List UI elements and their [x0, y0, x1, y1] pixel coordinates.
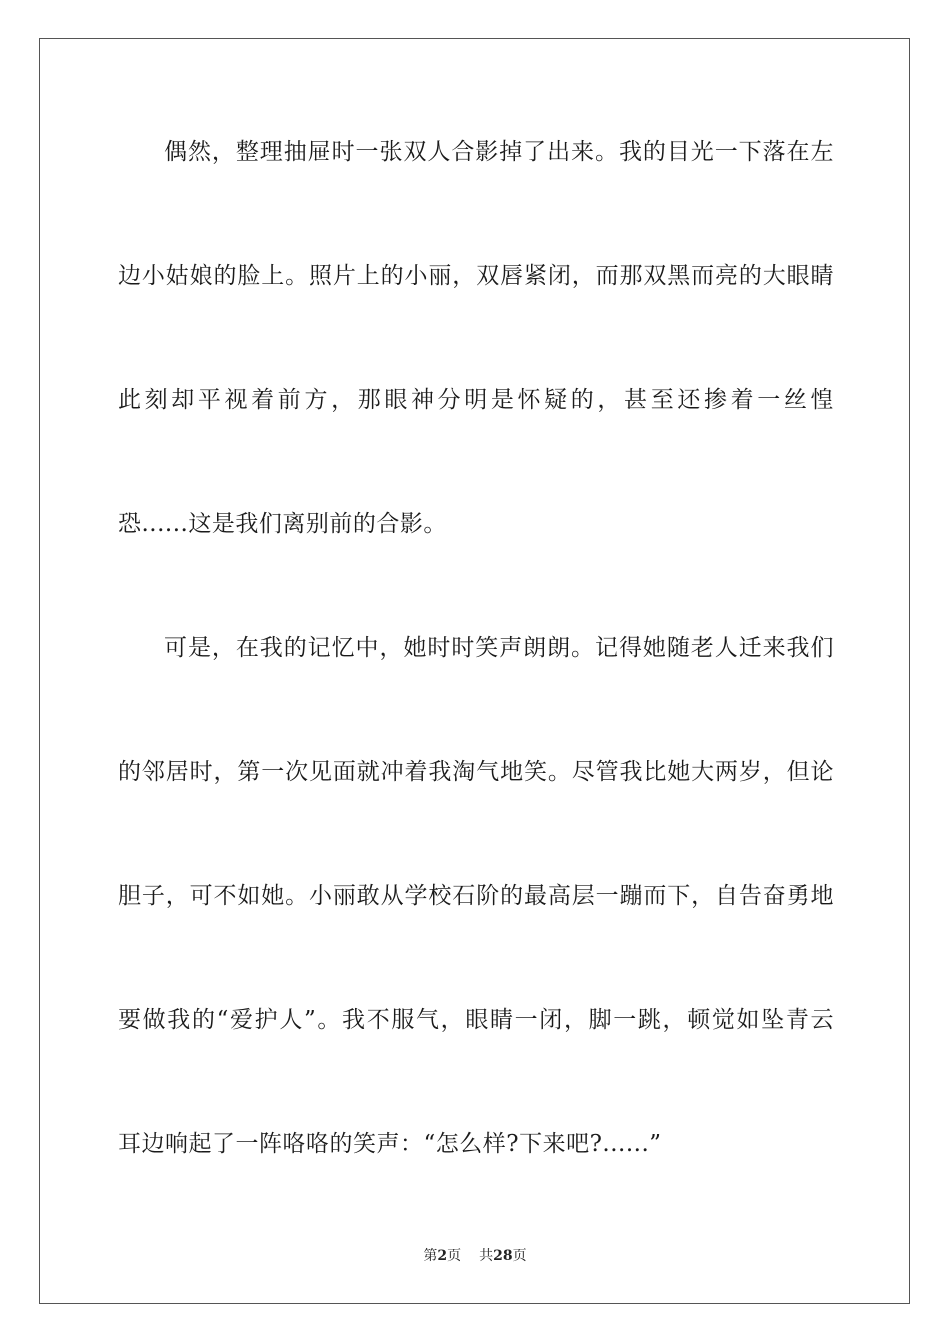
paragraph-2-line-3: 胆子，可不如她。小丽敢从学校石阶的最高层一蹦而下，自告奋勇地 — [118, 883, 834, 909]
paragraph-1-line-4: 恐......这是我们离别前的合影。 — [118, 511, 447, 537]
page-border — [39, 38, 910, 1304]
page-number: 2 — [437, 1248, 448, 1264]
paragraph-2-line-2: 的邻居时，第一次见面就冲着我淘气地笑。尽管我比她大两岁，但论 — [118, 759, 834, 785]
paragraph-1-line-2: 边小姑娘的脸上。照片上的小丽，双唇紧闭，而那双黑而亮的大眼睛 — [118, 263, 834, 289]
total-prefix: 共 — [479, 1248, 494, 1264]
page-footer — [0, 1247, 950, 1265]
paragraph-1-line-1: 偶然，整理抽屉时一张双人合影掉了出来。我的目光一下落在左 — [164, 139, 834, 165]
paragraph-2-line-1: 可是，在我的记忆中，她时时笑声朗朗。记得她随老人迁来我们 — [164, 635, 834, 661]
total-pages: 28 — [493, 1248, 513, 1264]
paragraph-2-line-5: 耳边响起了一阵咯咯的笑声：“怎么样?下来吧?......” — [118, 1131, 662, 1157]
paragraph-1-line-3: 此刻却平视着前方，那眼神分明是怀疑的，甚至还掺着一丝惶 — [118, 387, 834, 413]
page-suffix: 页 — [447, 1248, 462, 1264]
paragraph-2-line-4: 要做我的“爱护人”。我不服气，眼睛一闭，脚一跳，顿觉如坠青云 — [118, 1007, 834, 1033]
total-suffix: 页 — [512, 1248, 527, 1264]
page-prefix: 第 — [423, 1248, 438, 1264]
